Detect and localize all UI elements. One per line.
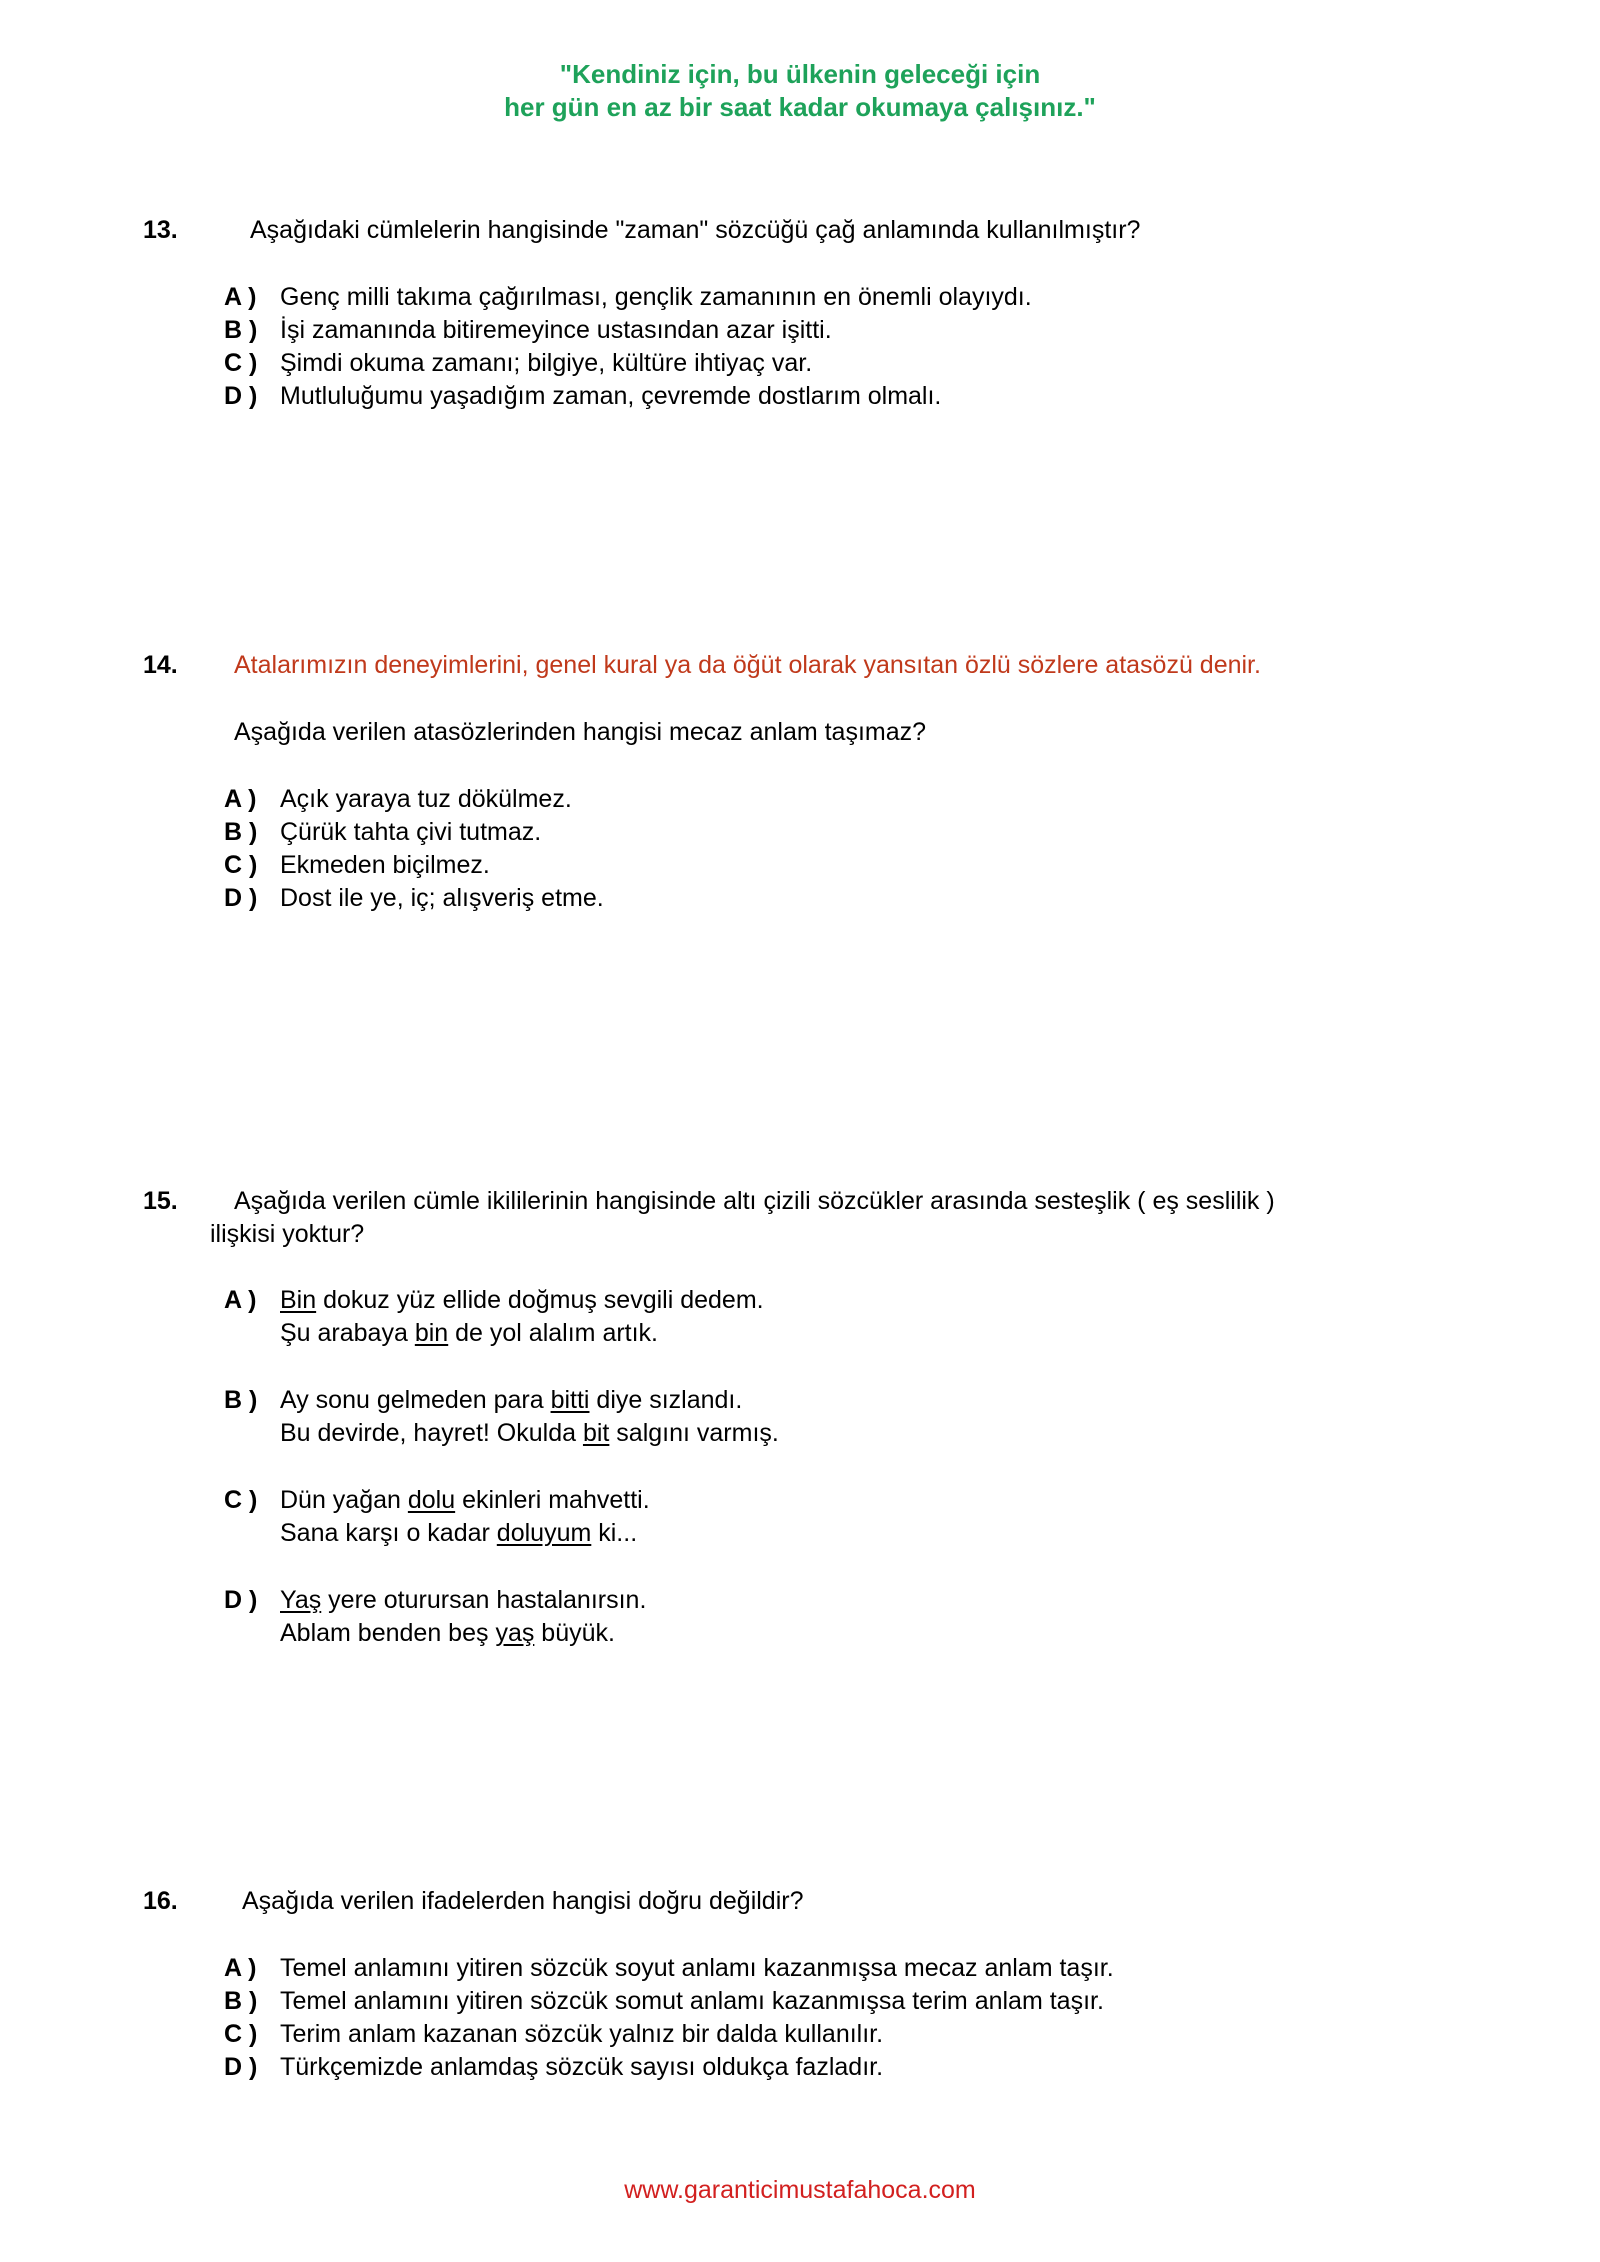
question-text: Aşağıda verilen atasözlerinden hangisi mecaz anlam taşımaz? (234, 718, 927, 746)
underlined-word: Bin (280, 1286, 317, 1314)
option-text: İşi zamanında bitiremeyince ustasından azar işitti. (280, 316, 832, 344)
option-letter: B ) (224, 1987, 258, 2015)
option-text: Mutluluğumu yaşadığım zaman, çevremde dostlarım olmalı. (280, 382, 942, 410)
question-text: Aşağıda verilen ifadelerden hangisi doğru değildir? (242, 1887, 804, 1915)
option-d[interactable] (0, 2051, 1600, 2084)
option-letter: A ) (224, 283, 257, 311)
option-text: Temel anlamını yitiren sözcük soyut anlamı kazanmışsa mecaz anlam taşır. (280, 1954, 1114, 1982)
underlined-word: bitti (550, 1386, 590, 1414)
option-d-sentence-2: Ablam benden beş yaş büyük. (280, 1619, 615, 1647)
quote-line-1: "Kendiniz için, bu ülkenin geleceği için (559, 59, 1041, 89)
question-number: 16. (143, 1887, 178, 1915)
question-number: 15. (143, 1187, 178, 1215)
option-text: Şimdi okuma zamanı; bilgiye, kültüre ihtiyaç var. (280, 349, 813, 377)
underlined-word: doluyum (496, 1519, 592, 1547)
option-a-sentence-1: Bin dokuz yüz ellide doğmuş sevgili dedem. (280, 1286, 764, 1314)
footer-website-link[interactable]: www.garanticimustafahoca.com (624, 2176, 976, 2204)
underlined-word: bit (582, 1419, 610, 1447)
motivational-quote (0, 58, 1600, 124)
option-letter: C ) (224, 851, 258, 879)
underlined-word: Yaş (280, 1586, 322, 1614)
question-number: 13. (143, 216, 178, 244)
option-b-sentence-2: Bu devirde, hayret! Okulda bit salgını varmış. (280, 1419, 779, 1447)
question-info: Atalarımızın deneyimlerini, genel kural ya da öğüt olarak yansıtan özlü sözlere atasözü denir. (234, 651, 1261, 679)
question-text: Aşağıdaki cümlelerin hangisinde "zaman" sözcüğü çağ anlamında kullanılmıştır? (250, 216, 1141, 244)
option-text: Türkçemizde anlamdaş sözcük sayısı oldukça fazladır. (280, 2053, 884, 2081)
option-letter: D ) (224, 884, 258, 912)
option-a[interactable] (0, 1952, 1600, 1985)
option-text: Terim anlam kazanan sözcük yalnız bir dalda kullanılır. (280, 2020, 884, 2048)
underlined-word: bin (414, 1319, 449, 1347)
option-a[interactable] (0, 783, 1600, 816)
option-letter: A ) (224, 1286, 257, 1314)
option-b[interactable] (0, 1985, 1600, 2018)
option-letter: B ) (224, 1386, 258, 1414)
option-d[interactable] (0, 882, 1600, 915)
option-c-sentence-1: Dün yağan dolu ekinleri mahvetti. (280, 1486, 650, 1514)
option-text: Açık yaraya tuz dökülmez. (280, 785, 572, 813)
option-d[interactable] (0, 380, 1600, 413)
option-c-sentence-2: Sana karşı o kadar doluyum ki... (280, 1519, 638, 1547)
option-c[interactable] (0, 1484, 1600, 1517)
option-b[interactable] (0, 816, 1600, 849)
option-text: Dost ile ye, iç; alışveriş etme. (280, 884, 604, 912)
option-b[interactable] (0, 1384, 1600, 1417)
option-letter: B ) (224, 316, 258, 344)
question-number: 14. (143, 651, 178, 679)
option-text: Temel anlamını yitiren sözcük somut anlamı kazanmışsa terim anlam taşır. (280, 1987, 1104, 2015)
option-b[interactable] (0, 314, 1600, 347)
question-text-line-1: Aşağıda verilen cümle ikililerinin hangisinde altı çizili sözcükler arasında sesteşlik ( eş seslilik ) (234, 1187, 1275, 1215)
option-letter: D ) (224, 382, 258, 410)
option-d-sentence-1: Yaş yere oturursan hastalanırsın. (280, 1586, 647, 1614)
question-text-line-2: ilişkisi yoktur? (210, 1220, 365, 1248)
option-c[interactable] (0, 2018, 1600, 2051)
option-b-sentence-1: Ay sonu gelmeden para bitti diye sızlandı. (280, 1386, 743, 1414)
option-text: Çürük tahta çivi tutmaz. (280, 818, 542, 846)
option-letter: A ) (224, 1954, 257, 1982)
option-letter: D ) (224, 1586, 258, 1614)
option-c[interactable] (0, 347, 1600, 380)
option-d[interactable] (0, 1584, 1600, 1617)
option-c[interactable] (0, 849, 1600, 882)
option-letter: C ) (224, 2020, 258, 2048)
option-text: Ekmeden biçilmez. (280, 851, 490, 879)
quote-line-2: her gün en az bir saat kadar okumaya çalışınız." (504, 92, 1096, 122)
underlined-word: dolu (407, 1486, 456, 1514)
option-letter: A ) (224, 785, 257, 813)
option-letter: C ) (224, 349, 258, 377)
option-a-sentence-2: Şu arabaya bin de yol alalım artık. (280, 1319, 659, 1347)
option-a[interactable] (0, 1284, 1600, 1317)
option-a[interactable] (0, 281, 1600, 314)
underlined-word: yaş (495, 1619, 535, 1647)
option-letter: B ) (224, 818, 258, 846)
option-letter: D ) (224, 2053, 258, 2081)
option-letter: C ) (224, 1486, 258, 1514)
option-text: Genç milli takıma çağırılması, gençlik zamanının en önemli olayıydı. (280, 283, 1032, 311)
